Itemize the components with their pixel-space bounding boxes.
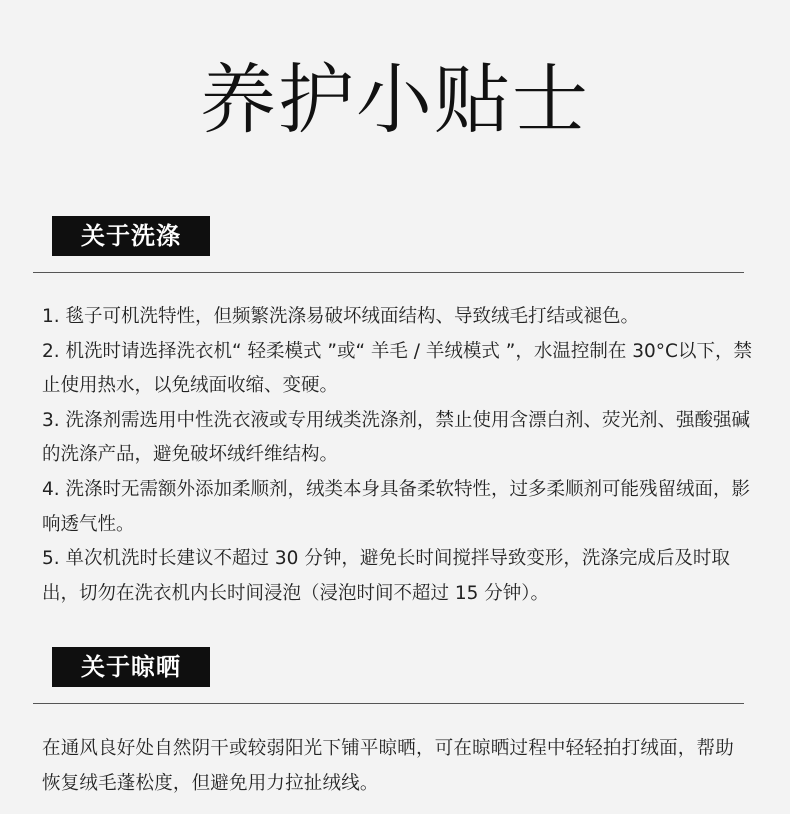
washing-instruction-item: 3. 洗涤剂需选用中性洗衣液或专用绒类洗涤剂，禁止使用含漂白剂、荧光剂、强酸强碱的洗涤产品，避免破坏绒纤维结构。 [42, 409, 751, 466]
washing-instruction-item: 2. 机洗时请选择洗衣机“ 轻柔模式 ”或“ 羊毛 / 羊绒模式 ”，水温控制在 30°C以下，禁止使用热水，以免绒面收缩、变硬。 [42, 340, 752, 397]
washing-section-heading: 关于洗涤 [52, 216, 210, 256]
washing-instruction-item: 4. 洗涤时无需额外添加柔顺剂，绒类本身具备柔软特性，过多柔顺剂可能残留绒面，影响透气性。 [42, 478, 751, 535]
drying-section-heading: 关于晾晒 [52, 647, 210, 687]
drying-instructions-text: 在通风良好处自然阴干或较弱阳光下铺平晾晒，可在晾晒过程中轻轻拍打绒面，帮助恢复绒毛蓬松度，但避免用力拉扯绒线。 [42, 738, 734, 794]
page-title: 养护小贴士 [200, 55, 590, 144]
section-divider [33, 272, 744, 273]
washing-instruction-item: 5. 单次机洗时长建议不超过 30 分钟，避免长时间搅拌导致变形，洗涤完成后及时取出，切勿在洗衣机内长时间浸泡（浸泡时间不超过 15 分钟）。 [42, 548, 730, 604]
washing-instruction-item: 1. 毯子可机洗特性，但频繁洗涤易破坏绒面结构、导致绒毛打结或褪色。 [42, 306, 640, 327]
section-divider [33, 703, 744, 704]
washing-instructions-list [42, 300, 752, 611]
